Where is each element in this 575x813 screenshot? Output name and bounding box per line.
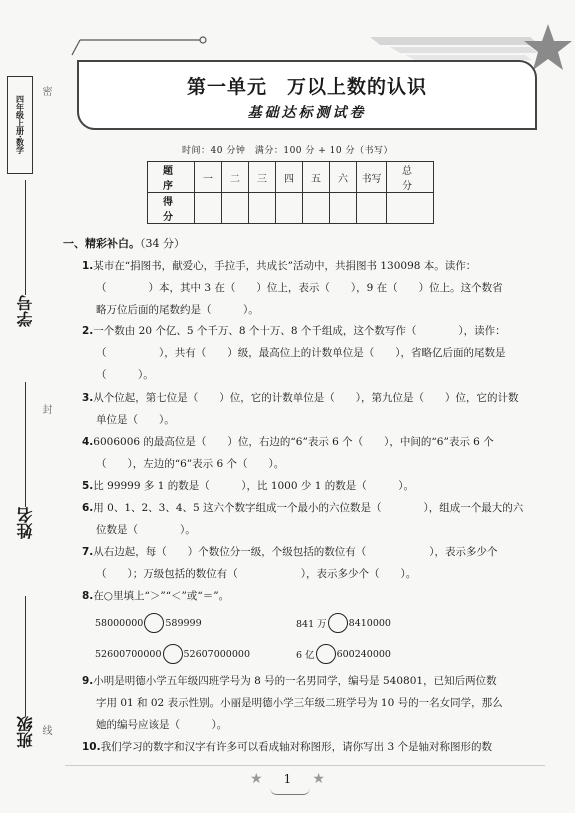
question-text: 字用 01 和 02 表示性别。小丽是明德小学三年级二班学号为 10 号的一名女同学，那么	[96, 697, 503, 709]
star-icon: ★	[250, 771, 263, 787]
question-number: 3.	[82, 392, 94, 404]
question-1	[82, 255, 542, 321]
question-text: 在○里填上“＞”“＜”或“＝”。	[93, 590, 230, 602]
class-label: 班级	[16, 716, 35, 748]
question-3	[82, 387, 542, 431]
question-text: 从右边起，每（ ）个数位分一级，个级包括的数位有（ ），表示多少个	[93, 546, 498, 558]
score-cell[interactable]	[303, 193, 330, 224]
grade-label-box	[7, 76, 33, 174]
question-9	[82, 670, 542, 736]
class-line	[25, 596, 26, 716]
page-title: 第一单元 万以上数的认识	[186, 76, 427, 98]
col-4: 四	[276, 162, 303, 193]
question-text: 我们学习的数字和汉字有许多可以看成轴对称图形，请你写出 3 个是轴对称图形的数	[100, 741, 492, 753]
question-text: （ ）本，其中 3 在（ ）位上，表示（ ），9 在（ ）位上。这个数省	[96, 282, 503, 294]
question-text: 她的编号应该是（ ）。	[96, 719, 228, 731]
section-points: （34 分）	[140, 237, 185, 250]
student-id-field[interactable]	[14, 180, 37, 327]
compare-circle[interactable]	[144, 613, 164, 633]
question-text: 6006006 的最高位是（ ）位，右边的“6”表示 6 个（ ），中间的“6”表示 6 个	[93, 436, 494, 448]
seal-char-3: 线	[40, 725, 51, 735]
question-text: （ ），左边的“6”表示 6 个（ ）。	[96, 458, 285, 470]
question-7	[82, 541, 542, 585]
question-text: （ ），共有（ ）级，最高位上的计数单位是（ ），省略亿后面的尾数是	[96, 347, 506, 359]
score-cell[interactable]	[276, 193, 303, 224]
title-box	[77, 60, 537, 130]
compare-item-2	[296, 613, 391, 633]
section-title: 一、精彩补白。	[63, 237, 140, 250]
compare-left: 58000000	[95, 617, 144, 629]
score-cell[interactable]	[357, 193, 387, 224]
score-table-header-row	[148, 162, 434, 193]
name-field[interactable]	[14, 382, 37, 539]
compare-right: 8410000	[348, 617, 391, 629]
col-6: 六	[330, 162, 357, 193]
question-10	[82, 736, 542, 758]
seal-char-2: 封	[40, 404, 51, 414]
question-text: 略万位后面的尾数约是（ ）。	[96, 304, 259, 316]
compare-item-4	[296, 644, 391, 664]
question-number: 10.	[82, 741, 101, 753]
compare-left: 52600700000	[95, 648, 162, 660]
star-icon: ★	[312, 771, 325, 787]
score-cell[interactable]	[249, 193, 276, 224]
score-cell[interactable]	[330, 193, 357, 224]
col-writing: 书写	[357, 162, 387, 193]
question-2	[82, 320, 542, 386]
compare-left: 841 万	[296, 619, 327, 630]
question-text: 用 0、1、2、3、4、5 这六个数字组成一个最小的六位数是（ ），组成一个最大的六	[93, 502, 524, 514]
question-number: 6.	[82, 502, 94, 514]
question-text: 一个数由 20 个亿、5 个千万、8 个十万、8 个千组成，这个数写作（ ），读作：	[93, 325, 506, 337]
compare-circle[interactable]	[328, 613, 348, 633]
student-id-label: 学号	[16, 295, 35, 327]
question-6	[82, 497, 542, 541]
question-text: 小明是明德小学五年级四班学号为 8 号的一名男同学，编号是 540801，已知后两位数	[93, 675, 497, 687]
compare-item-3	[95, 644, 250, 664]
col-total: 总 分	[387, 162, 434, 193]
page-footer	[0, 768, 575, 787]
class-field[interactable]	[14, 596, 37, 748]
compare-item-1	[95, 613, 202, 633]
name-line	[25, 382, 26, 507]
question-text: 单位是（ ）。	[96, 414, 175, 426]
question-text: （ ）；万级包括的数位有（ ），表示多少个（ ）。	[96, 568, 417, 580]
compare-right: 600240000	[336, 648, 391, 660]
question-text: （ ）。	[96, 369, 154, 381]
footer-divider	[65, 765, 545, 766]
compare-right: 52607000000	[183, 648, 250, 660]
compare-circle[interactable]	[163, 644, 183, 664]
col-1: 一	[195, 162, 222, 193]
question-8	[82, 585, 542, 607]
question-text: 从个位起，第七位是（ ）位，它的计数单位是（ ），第九位是（ ）位，它的计数	[93, 392, 519, 404]
score-label: 得 分	[148, 193, 195, 224]
compare-left: 6 亿	[296, 650, 315, 661]
question-number: 1.	[82, 260, 94, 272]
grade-label: 四年级上册·数学	[15, 95, 25, 155]
compare-circle[interactable]	[316, 644, 336, 664]
page-subtitle: 基础达标测试卷	[247, 105, 367, 121]
score-cell[interactable]	[195, 193, 222, 224]
seal-char-1: 密	[40, 86, 51, 96]
swoosh-decoration	[270, 788, 310, 795]
question-number: 5.	[82, 480, 94, 492]
question-order-label: 题 序	[148, 162, 195, 193]
exam-info: 时间：40 分钟 满分：100 分 + 10 分（书写）	[182, 146, 393, 156]
col-3: 三	[249, 162, 276, 193]
question-4	[82, 431, 542, 475]
score-cell[interactable]	[387, 193, 434, 224]
question-number: 7.	[82, 546, 94, 558]
score-table	[147, 161, 434, 224]
question-number: 4.	[82, 436, 94, 448]
page-number: 1	[283, 772, 292, 786]
col-5: 五	[303, 162, 330, 193]
student-id-line	[25, 180, 26, 295]
question-text: 某市在“捐图书，献爱心，手拉手，共成长”活动中，共捐图书 130098 本。读作：	[93, 260, 477, 272]
score-table-score-row	[148, 193, 434, 224]
question-text: 比 99999 多 1 的数是（ ），比 1000 少 1 的数是（ ）。	[93, 480, 414, 492]
name-label: 姓名	[16, 507, 35, 539]
question-number: 9.	[82, 675, 94, 687]
question-text: 位数是（ ）。	[96, 524, 196, 536]
section-heading	[63, 235, 185, 251]
col-2: 二	[222, 162, 249, 193]
question-number: 8.	[82, 590, 94, 602]
score-cell[interactable]	[222, 193, 249, 224]
question-5	[82, 475, 542, 497]
question-number: 2.	[82, 325, 94, 337]
compare-right: 589999	[165, 617, 202, 629]
